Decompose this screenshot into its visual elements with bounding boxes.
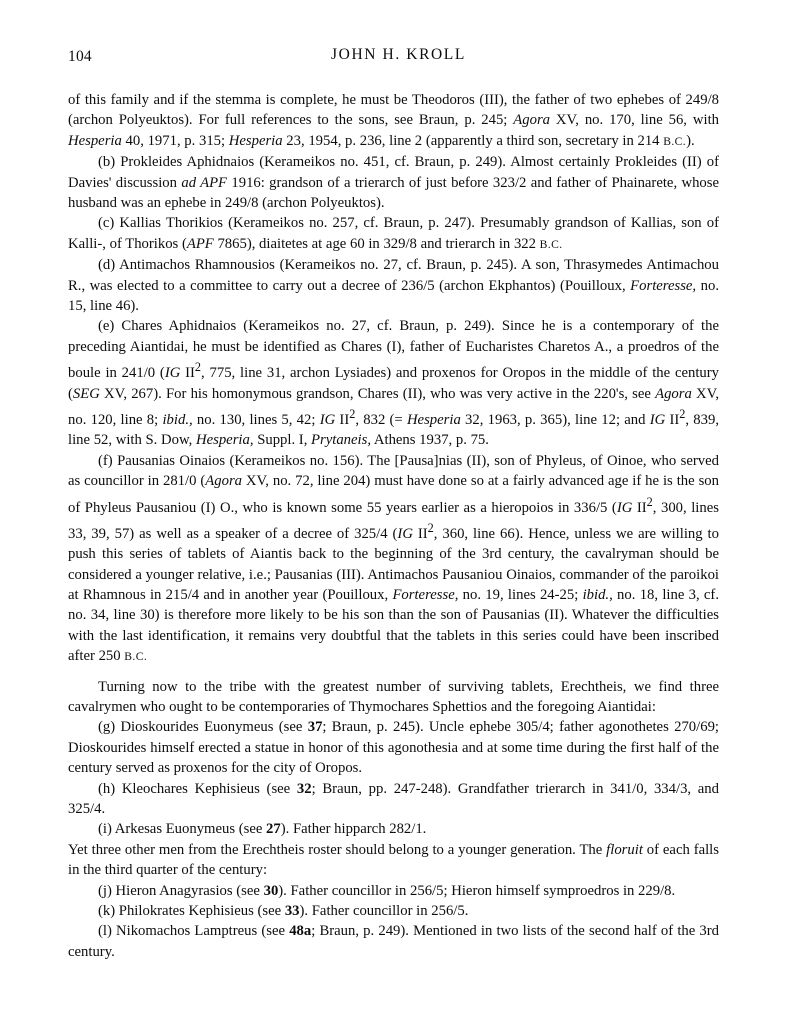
running-head	[68, 46, 719, 80]
p-b-prokleides: (b) Prokleides Aphidnaios (Kerameikos no. 451, cf. Braun, p. 249). Almost certainly Prokleides (II) of Davies' discussion ad APF 1916: grandson of a trierarch of just before 323/2 and father of Phainarete, whose husband was an ephebe in 249/8 (archon Polyeuktos).	[68, 154, 719, 212]
p-d-antimachos: (d) Antimachos Rhamnousios (Kerameikos no. 27, cf. Braun, p. 245). A son, Thrasymedes Antimachou R., was elected to a committee to carry out a decree of 236/5 (archon Ekphantos) (Pouilloux, Forteresse, no. 15, line 46).	[68, 257, 719, 315]
p-turning-now: Turning now to the tribe with the greatest number of surviving tablets, Erechtheis, we find three cavalrymen who ought to be contemporaries of Thymochares Sphettios and the foregoing Aiantidai:	[68, 678, 719, 715]
p-yet-three: Yet three other men from the Erechtheis roster should belong to a younger generation. The floruit of each falls in the third quarter of the century:	[68, 841, 719, 879]
page-number: 104	[68, 48, 92, 65]
p-k-philokrates: (k) Philokrates Kephisieus (see 33). Father councillor in 256/5.	[98, 903, 469, 919]
p-e-chares: (e) Chares Aphidnaios (Kerameikos no. 27, cf. Braun, p. 249). Since he is a contemporary of the preceding Aiantidai, he must be identified as Chares (I), father of Eucharistes Charetos A., a proedros of the boule in 241/0 (IG $II^2$, 775, line 31, archon Lysiades) and proxenos for Oropos in the middle of the century (SEG XV, 267). For his homonymous grandson, Chares (II), who was very active in the 220's, see Agora XV, no. 120, line 8; ibid., no. 130, lines 5, 42; IG $II^2$, 832 (= Hesperia 32, 1963, p. 365), line 12; and IG $II^2$, 839, line 52, with S. Dow, Hesperia, Suppl. I, Prytaneis, Athens 1937, p. 75.	[68, 318, 719, 449]
body-text	[68, 90, 719, 962]
p-g-dioskourides: (g) Dioskourides Euonymeus (see 37; Braun, p. 245). Uncle ephebe 305/4; father agonothetes 270/69; Dioskourides himself erected a statue in honor of this agonothesia and at some time during the first half of the century served as proxenos for the city of Oropos.	[68, 719, 719, 777]
paragraph-spacer	[68, 668, 719, 677]
p-i-arkesas: (i) Arkesas Euonymeus (see 27). Father hipparch 282/1.	[98, 821, 427, 838]
p-h-kleochares: (h) Kleochares Kephisieus (see 32; Braun, pp. 247-248). Grandfather trierarch in 341/0, 334/3, and 325/4.	[68, 780, 719, 817]
p-c-kallias: (c) Kallias Thorikios (Kerameikos no. 257, cf. Braun, p. 247). Presumably grandson of Kallias, son of Kalli-, of Thorikos (APF 7865), diaitetes at age 60 in 329/8 and trierarch in 322 B.C.	[68, 215, 719, 252]
p-l-nikomachos: (l) Nikomachos Lamptreus (see 48a; Braun, p. 249). Mentioned in two lists of the second half of the 3rd century.	[68, 923, 719, 960]
p-f-pausanias: (f) Pausanias Oinaios (Kerameikos no. 156). The [Pausa]nias (II), son of Phyleus, of Oinoe, who served as councillor in 281/0 (Agora XV, no. 72, line 204) must have done so at a fairly advanced age if he is the son of Phyleus Pausaniou (I) O., who is known some 55 years earlier as a hieropoios in 336/5 (IG $II^2$, 300, lines 33, 39, 57) as well as a speaker of a decree of 325/4 (IG $II^2$, 360, line 66). Hence, unless we are willing to push this series of tablets of Aiantis back to the beginning of the 3rd century, the cavalryman should be considered a younger relative, i.e.; Pausanias (III). Antimachos Pausaniou Oinaios, commander of the paroikoi at Rhamnous in 215/4 and in another year (Pouilloux, Forteresse, no. 19, lines 24-25; ibid., no. 18, line 3, cf. no. 34, line 30) is therefore more likely to be his son than the son of Pausanias (II). Whatever the difficulties with the last identification, it remains very doubtful that the tablets in this series could have been inscribed after 250 B.C.	[68, 452, 719, 665]
p-continuation: of this family and if the stemma is complete, he must be Theodoros (III), the father of two ephebes of 249/8 (archon Polyeuktos). For full references to the sons, see Braun, p. 245; Agora XV, no. 170, line 56, with Hesperia 40, 1971, p. 315; Hesperia 23, 1954, p. 236, line 2 (apparently a third son, secretary in 214 B.C.).	[68, 92, 719, 149]
page-title: JOHN H. KROLL	[331, 46, 466, 63]
p-j-hieron: (j) Hieron Anagyrasios (see 30). Father councillor in 256/5; Hieron himself symproedros in 229/8.	[98, 882, 676, 899]
